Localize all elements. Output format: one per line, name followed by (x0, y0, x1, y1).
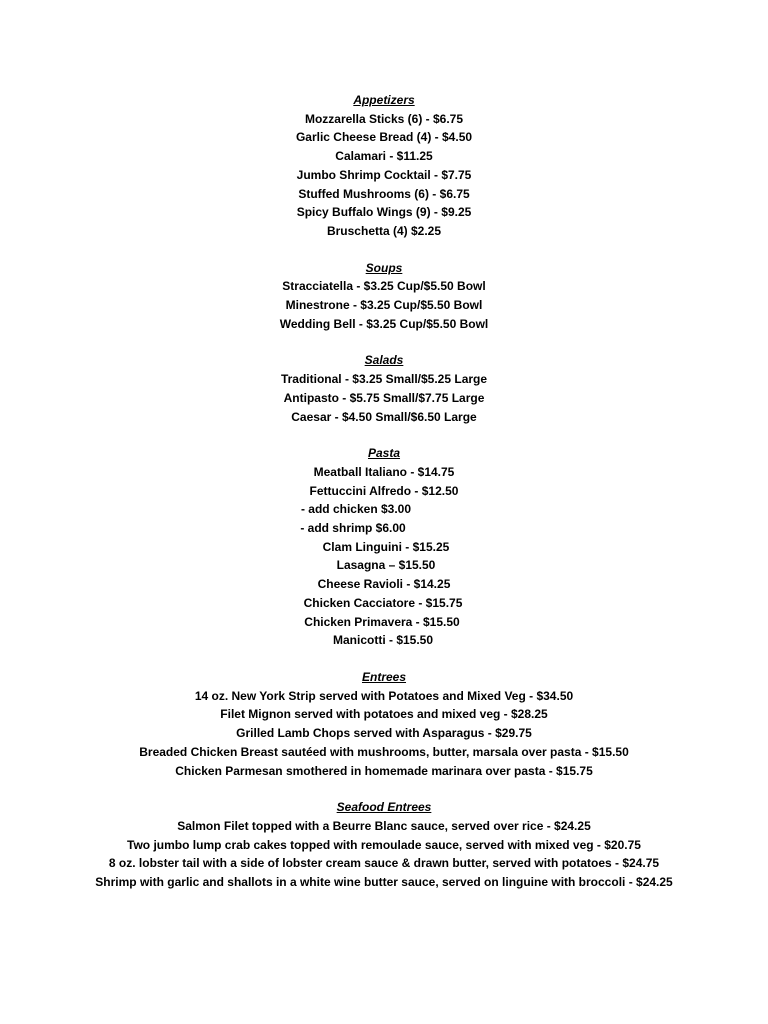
menu-item: Filet Mignon served with potatoes and mixed veg - $28.25 (220, 707, 548, 722)
menu-item: Minestrone - $3.25 Cup/$5.50 Bowl (285, 298, 483, 313)
menu-item-addon: - add shrimp $6.00 (300, 521, 406, 536)
menu-item: Antipasto - $5.75 Small/$7.75 Large (283, 390, 485, 405)
section-title-salads: Salads (364, 353, 404, 368)
section-pasta (0, 444, 768, 650)
menu-item: Mozzarella Sticks (6) - $6.75 (304, 111, 464, 126)
menu-item: Chicken Primavera - $15.50 (304, 614, 460, 629)
menu-item: Chicken Cacciatore - $15.75 (303, 595, 463, 610)
section-soups (0, 259, 768, 334)
menu-item-addon: - add chicken $3.00 (300, 502, 412, 517)
menu-item: Stracciatella - $3.25 Cup/$5.50 Bowl (282, 279, 486, 294)
menu-item: Jumbo Shrimp Cocktail - $7.75 (296, 167, 472, 182)
menu-item: Spicy Buffalo Wings (9) - $9.25 (296, 205, 472, 220)
menu-item: Caesar - $4.50 Small/$6.50 Large (291, 409, 477, 424)
menu-item: 8 oz. lobster tail with a side of lobster cream sauce & drawn butter, served with potatoes - $24.75 (108, 856, 660, 871)
menu-item: Chicken Parmesan smothered in homemade marinara over pasta - $15.75 (175, 763, 593, 778)
menu-item: Manicotti - $15.50 (332, 633, 434, 648)
section-title-entrees: Entrees (361, 669, 407, 684)
menu-item: Shrimp with garlic and shallots in a white wine butter sauce, served on linguine with broccoli - $24.25 (95, 875, 673, 890)
menu-item: Clam Linguini - $15.25 (322, 539, 450, 554)
menu-item: Stuffed Mushrooms (6) - $6.75 (298, 186, 470, 201)
menu-item: Wedding Bell - $3.25 Cup/$5.50 Bowl (279, 316, 489, 331)
menu-item: Breaded Chicken Breast sautéed with mushrooms, butter, marsala over pasta - $15.50 (139, 744, 629, 759)
section-appetizers (0, 91, 768, 241)
section-title-soups: Soups (365, 260, 403, 275)
menu-item: Bruschetta (4) $2.25 (326, 223, 442, 238)
menu-item: Calamari - $11.25 (335, 149, 433, 164)
menu-item: 14 oz. New York Strip served with Potatoes and Mixed Veg - $34.50 (194, 688, 574, 703)
section-title-appetizers: Appetizers (353, 93, 415, 107)
menu-item: Cheese Ravioli - $14.25 (317, 577, 451, 592)
section-seafood-entrees (0, 798, 768, 892)
section-salads (0, 351, 768, 426)
section-title-seafood-entrees: Seafood Entrees (336, 800, 432, 815)
menu-item: Meatball Italiano - $14.75 (313, 464, 455, 479)
menu-item: Salmon Filet topped with a Beurre Blanc sauce, served over rice - $24.25 (177, 818, 591, 833)
menu-item: Fettuccini Alfredo - $12.50 (309, 483, 459, 498)
section-title-pasta: Pasta (367, 446, 401, 461)
menu-item: Grilled Lamb Chops served with Asparagus - $29.75 (236, 726, 532, 741)
menu-item: Garlic Cheese Bread (4) - $4.50 (295, 130, 473, 145)
menu-item: Two jumbo lump crab cakes topped with remoulade sauce, served with mixed veg - $20.75 (127, 837, 641, 852)
menu-item: Traditional - $3.25 Small/$5.25 Large (280, 372, 488, 387)
menu-item: Lasagna – $15.50 (336, 558, 436, 573)
section-entrees (0, 668, 768, 780)
